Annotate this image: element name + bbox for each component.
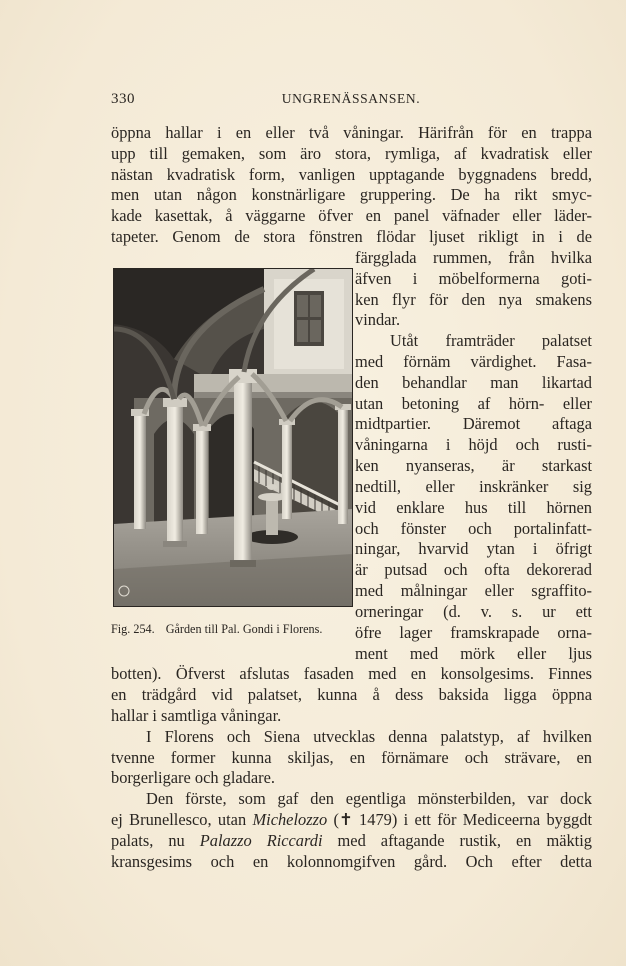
figure-caption-text: Gården till Pal. Gondi i Florens. bbox=[165, 622, 323, 636]
figure-number: Fig. 254. bbox=[111, 622, 155, 636]
text-line: upp till gemaken, som äro stora, rymliga, af kvadratisk eller bbox=[111, 144, 592, 163]
text-line: nästan kvadratisk form, vanligen upptagande byggnadens bredd, bbox=[111, 165, 592, 184]
page-number: 330 bbox=[111, 91, 135, 107]
text-line: hallar i samtliga våningar. bbox=[111, 706, 282, 725]
text-line: den behandlar man likartad bbox=[355, 373, 592, 392]
text-line: I Florens och Siena utvecklas denna palatstyp, af hvilken bbox=[146, 727, 592, 746]
text-segment: palats, nu bbox=[111, 831, 200, 850]
text-line: med målningar eller sgraffito- bbox=[355, 581, 592, 600]
text-line: Utåt framträder palatset bbox=[390, 331, 592, 350]
text-segment: med aftagande rustik, en mäktig bbox=[322, 831, 592, 850]
text-line: Den förste, som gaf den egentliga mönsterbilden, var dock bbox=[146, 789, 592, 808]
courtyard-illustration bbox=[113, 268, 353, 607]
text-line: vid enklare hus till hörnen bbox=[355, 498, 592, 517]
text-line: men utan någon konstnärligare gruppering. De ha rikt smyc- bbox=[111, 185, 592, 204]
page-header bbox=[111, 91, 591, 111]
text-line: färgglada rummen, från hvilka bbox=[355, 248, 592, 267]
italic-name: Palazzo Riccardi bbox=[199, 831, 323, 850]
text-line: orneringar (d. v. s. ur ett bbox=[355, 602, 592, 621]
text-line: nedtill, eller inskränker sig bbox=[355, 477, 592, 496]
figure-caption bbox=[111, 622, 361, 637]
text-line: borgerligare och gladare. bbox=[111, 768, 275, 787]
text-line: tapeter. Genom de stora fönstren flödar ljuset rikligt in i de bbox=[111, 227, 592, 246]
running-head: UNGRENÄSSANSEN. bbox=[281, 91, 421, 106]
text-segment: ej Brunellesco, utan bbox=[111, 810, 253, 829]
text-segment: (✝ 1479) i ett för Mediceerna byggdt bbox=[327, 810, 592, 829]
text-line: med förnäm värdighet. Fasa- bbox=[355, 352, 592, 371]
text-line bbox=[111, 810, 592, 831]
text-line: äfven i möbelformerna goti- bbox=[355, 269, 592, 288]
text-line: tvenne former kunna skiljas, en förnämare och strävare, en bbox=[111, 748, 592, 767]
text-line bbox=[111, 831, 592, 852]
text-line: öfre lager framskrapade orna- bbox=[355, 623, 592, 642]
courtyard-drawing bbox=[114, 269, 352, 606]
text-line: och fönster och portalinfatt- bbox=[355, 519, 592, 538]
text-line: ment med mörk eller ljus bbox=[355, 644, 592, 663]
text-line: en trädgård vid palatset, kunna å dess baksida ligga öppna bbox=[111, 685, 592, 704]
text-line: vindar. bbox=[355, 310, 401, 329]
text-line: kade kasettak, å väggarne öfver en panel väfnader eller läder- bbox=[111, 206, 592, 225]
text-line: midtpartier. Däremot aftaga bbox=[355, 414, 592, 433]
text-line: våningarna i höjd och rusti- bbox=[355, 435, 592, 454]
text-line: utan betoning af hörn- eller bbox=[355, 394, 592, 413]
text-line: kransgesims och en kolonnomgifven gård. Och efter detta bbox=[111, 852, 592, 871]
text-line: ningar, hvarvid ytan i öfrigt bbox=[355, 539, 592, 558]
italic-name: Michelozzo bbox=[252, 810, 328, 829]
text-line: ken nyanseras, är starkast bbox=[355, 456, 592, 475]
text-line: öppna hallar i en eller två våningar. Härifrån för en trappa bbox=[111, 123, 592, 142]
text-line: är putsad och ofta dekorerad bbox=[355, 560, 592, 579]
text-line: botten). Öfverst afslutas fasaden med en konsolgesims. Finnes bbox=[111, 664, 592, 683]
text-line: ken flyr för den nya smakens bbox=[355, 290, 592, 309]
